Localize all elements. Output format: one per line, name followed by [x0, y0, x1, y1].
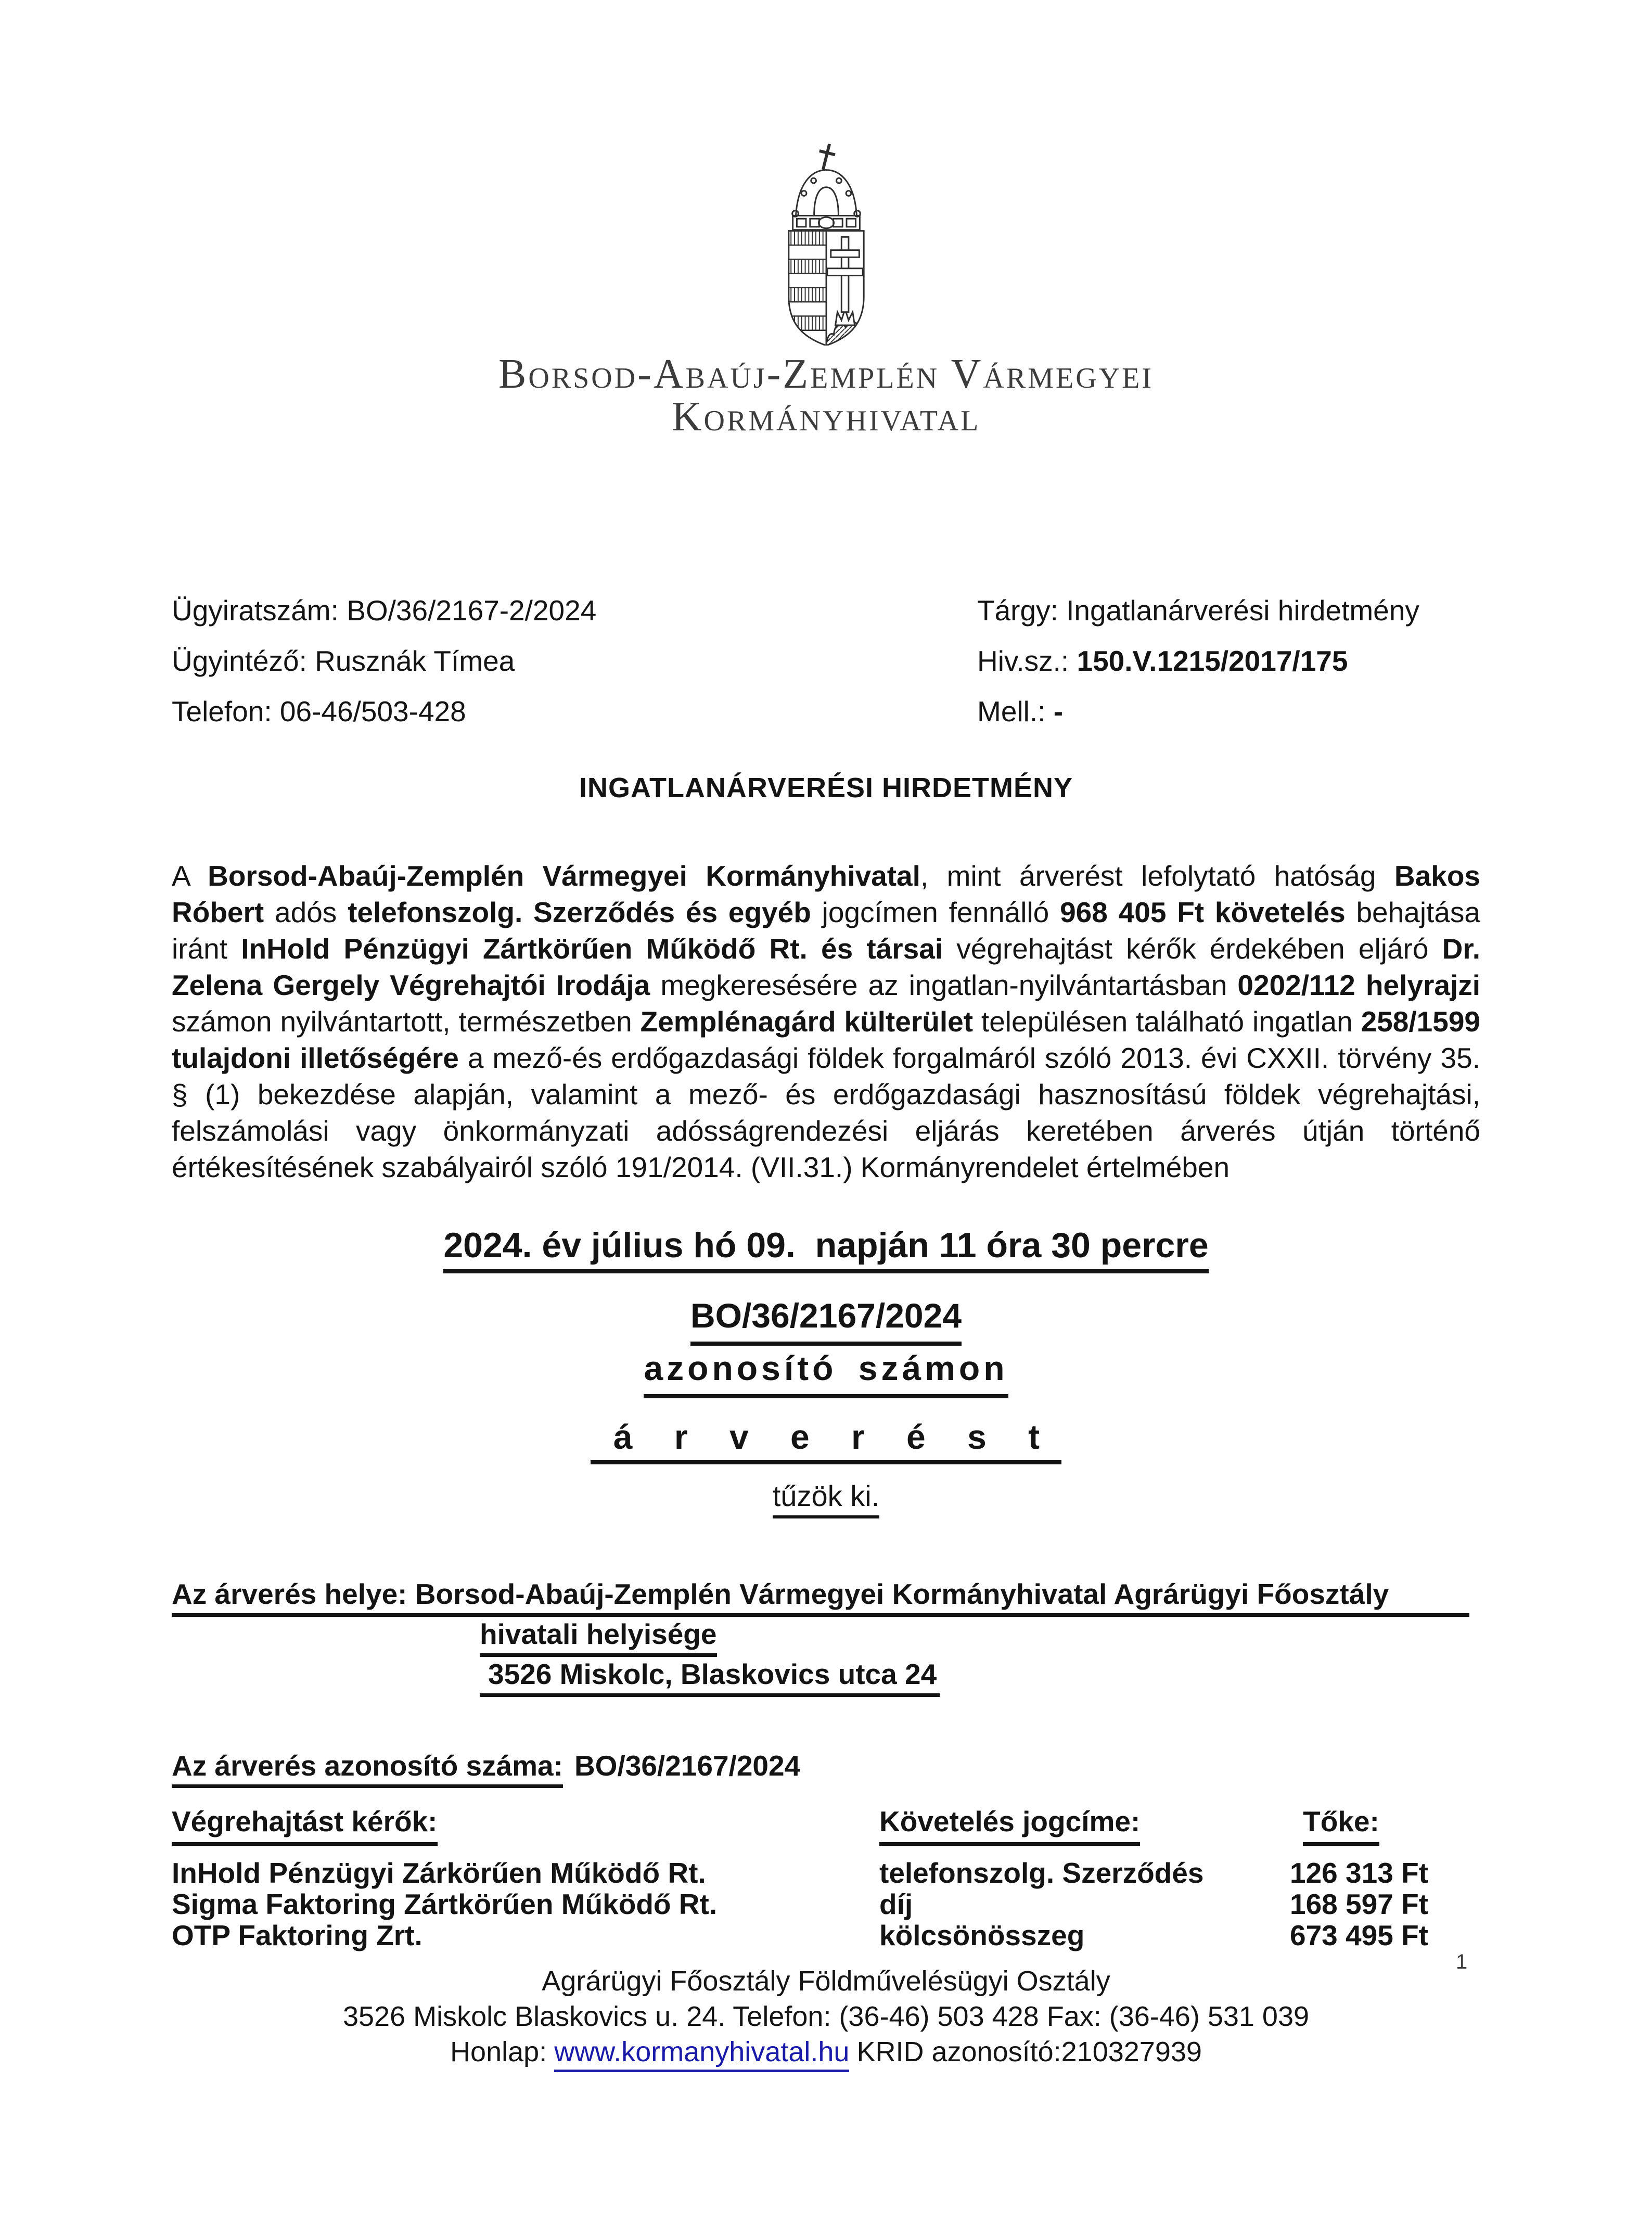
- header-claim-title: Követelés jogcíme:: [879, 1803, 1254, 1846]
- auction-location-line2: hivatali helyisége: [172, 1617, 1480, 1657]
- paragraph-segment: 0202/112 helyrajzi: [1237, 969, 1480, 1001]
- footer: [0, 1963, 1652, 2072]
- clerk-value: Rusznák Tímea: [315, 645, 515, 677]
- hungarian-coat-of-arms-icon: [770, 142, 882, 346]
- org-name-line2: Kormányhivatal: [671, 394, 981, 440]
- main-paragraph: [172, 858, 1480, 1185]
- claim-title: telefonszolg. Szerződés: [879, 1857, 1204, 1889]
- table-row: [172, 1920, 1480, 1951]
- auction-number-line: [172, 1749, 1480, 1788]
- paragraph-segment: InHold Pénzügyi Zártkörűen Működő Rt. és társai: [241, 933, 943, 965]
- page-number: 1: [1456, 1950, 1468, 1973]
- table-row: [172, 1857, 1480, 1888]
- phone-value: 06-46/503-428: [279, 695, 466, 727]
- closing-phrase: tűzök ki.: [0, 1479, 1652, 1518]
- paragraph-segment: Zemplénagárd külterület: [640, 1005, 974, 1038]
- paragraph-segment: településen található ingatlan: [973, 1005, 1361, 1038]
- attachment-label: Mell.:: [977, 695, 1046, 727]
- phone-label: Telefon:: [172, 695, 272, 727]
- claim-title: díj: [879, 1888, 913, 1920]
- auction-number-label: Az árverés azonosító száma:: [172, 1749, 563, 1788]
- auction-id-line: BO/36/2167/2024: [0, 1293, 1652, 1346]
- creditor-name: InHold Pénzügyi Zárkörűen Működő Rt.: [172, 1857, 706, 1889]
- paragraph-segment: Dr. Zelena Gergely Végrehajtói Irodája: [172, 933, 1480, 1001]
- paragraph-segment: 258/1599 tulajdoni illetőségére: [172, 1005, 1480, 1074]
- paragraph-segment: megkeresésére az ingatlan-nyilvántartásban: [650, 969, 1238, 1001]
- paragraph-segment: Borsod-Abaúj-Zemplén Vármegyei Kormányhivatal: [208, 860, 920, 892]
- paragraph-segment: telefonszolg. Szerződés és egyéb: [348, 896, 811, 928]
- paragraph-segment: számon nyilvántartott, természetben: [172, 1005, 641, 1038]
- subject-label: Tárgy:: [977, 594, 1058, 627]
- creditor-name: OTP Faktoring Zrt.: [172, 1919, 422, 1951]
- reference-value: 150.V.1215/2017/175: [1077, 645, 1348, 677]
- krid-text: KRID azonosító:210327939: [856, 2036, 1202, 2067]
- header-creditors: Végrehajtást kérők:: [172, 1803, 879, 1846]
- clerk-label: Ügyintéző:: [172, 645, 307, 677]
- paragraph-segment: Bakos Róbert: [172, 860, 1481, 928]
- homepage-link[interactable]: www.kormanyhivatal.hu: [554, 2034, 849, 2072]
- footer-address: 3526 Miskolc Blaskovics u. 24. Telefon: (36-46) 503 428 Fax: (36-46) 531 039: [342, 2001, 1310, 2032]
- paragraph-segment: , mint árverést lefolytató hatóság: [920, 860, 1394, 892]
- paragraph-segment: a mező-és erdőgazdasági földek forgalmáról szóló 2013. évi CXXII. törvény 35. § (1) bekezdése alapján, valamint a mező- és erdőgazdasági hasznosítású földek végrehajtási, felszámolási vagy önkormányzati adósságrendezési eljárás keretében árverés útján történő értékesítésének szabályairól szóló 191/2014. (VII.31.) Kormányrendelet értelmében: [172, 1042, 1480, 1183]
- principal-amount: 126 313 Ft: [1289, 1857, 1428, 1889]
- paragraph-segment: végrehajtást kérők érdekében eljáró: [943, 933, 1442, 965]
- paragraph-segment: adós: [264, 896, 348, 928]
- footer-homepage-line: [0, 2034, 1652, 2072]
- creditors-table: [172, 1803, 1480, 1951]
- claim-title: kölcsönösszeg: [879, 1919, 1085, 1951]
- reference-label: Hiv.sz.:: [977, 645, 1069, 677]
- auction-word: á r v e r é s t: [0, 1417, 1652, 1464]
- table-row: [172, 1888, 1480, 1920]
- header-principal: Tőke:: [1254, 1803, 1428, 1846]
- footer-department: Agrárügyi Főosztály Földművelésügyi Osztály: [542, 1965, 1110, 1997]
- case-number-label: Ügyiratszám:: [172, 594, 339, 627]
- principal-amount: 673 495 Ft: [1289, 1919, 1428, 1951]
- homepage-label: Honlap:: [450, 2036, 547, 2067]
- auction-location-line3: 3526 Miskolc, Blaskovics utca 24: [172, 1657, 1480, 1697]
- auction-number-value: BO/36/2167/2024: [574, 1750, 801, 1782]
- auction-id-caption: azonosító számon: [0, 1346, 1652, 1398]
- paragraph-segment: 968 405 Ft követelés: [1060, 896, 1346, 928]
- case-info: [172, 585, 1480, 737]
- paragraph-segment: A: [172, 860, 208, 892]
- table-header-row: [172, 1803, 1480, 1846]
- principal-amount: 168 597 Ft: [1289, 1888, 1428, 1920]
- paragraph-segment: jogcímen fennálló: [811, 896, 1060, 928]
- case-number-value: BO/36/2167-2/2024: [347, 594, 597, 627]
- document-title: INGATLANÁRVERÉSI HIRDETMÉNY: [579, 772, 1073, 803]
- org-name-line1: Borsod-Abaúj-Zemplén Vármegyei: [498, 351, 1154, 397]
- creditor-name: Sigma Faktoring Zártkörűen Működő Rt.: [172, 1888, 718, 1920]
- auction-location: [172, 1577, 1480, 1697]
- attachment-value: -: [1053, 695, 1064, 727]
- subject-value: Ingatlanárverési hirdetmény: [1066, 594, 1419, 627]
- auction-date-line: 2024. év július hó 09. napján 11 óra 30 percre: [0, 1225, 1652, 1273]
- auction-location-line1: Az árverés helye: Borsod-Abaúj-Zemplén Vármegyei Kormányhivatal Agrárügyi Főosztály: [172, 1577, 1480, 1617]
- paragraph-segment: behajtása iránt: [172, 896, 1480, 965]
